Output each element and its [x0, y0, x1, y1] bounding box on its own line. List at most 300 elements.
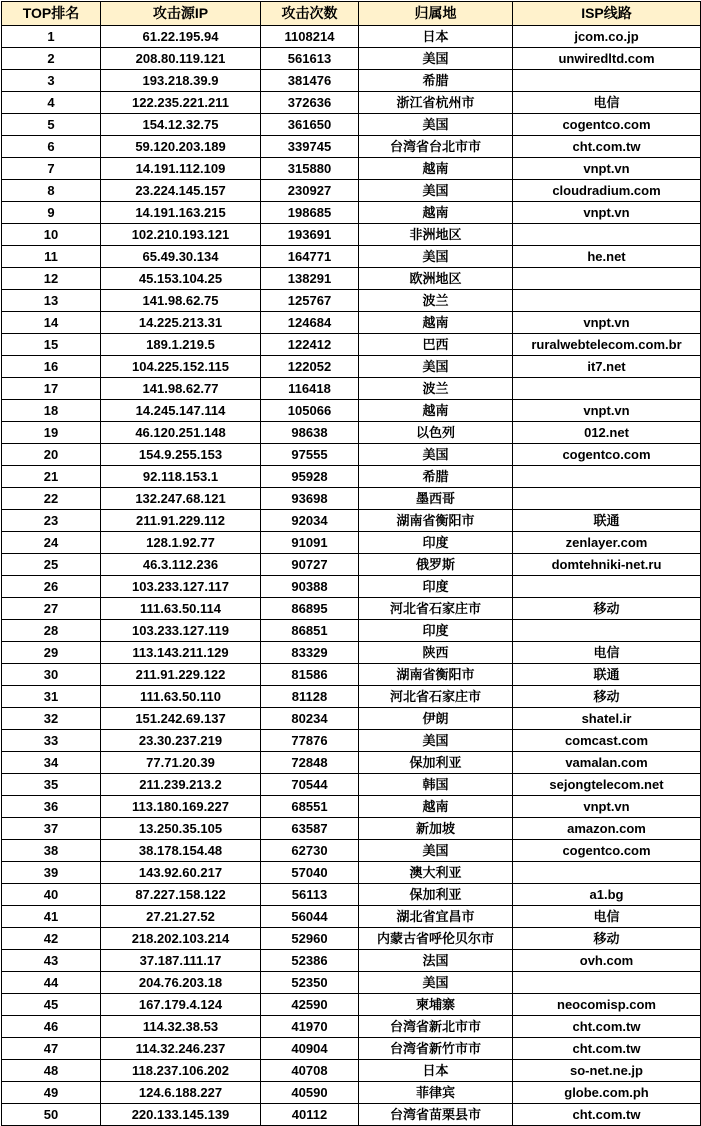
source-ip-cell: 87.227.158.122 — [101, 884, 261, 906]
isp-cell — [513, 290, 701, 312]
isp-cell — [513, 488, 701, 510]
location-cell: 美国 — [359, 730, 513, 752]
isp-cell: 联通 — [513, 664, 701, 686]
attack-count-cell: 124684 — [261, 312, 359, 334]
attack-count-cell: 42590 — [261, 994, 359, 1016]
attack-count-cell: 164771 — [261, 246, 359, 268]
attack-count-cell: 122052 — [261, 356, 359, 378]
table-body — [2, 26, 701, 1126]
rank-cell: 24 — [2, 532, 101, 554]
table-row — [2, 862, 701, 884]
rank-cell: 3 — [2, 70, 101, 92]
location-cell: 韩国 — [359, 774, 513, 796]
location-cell: 新加坡 — [359, 818, 513, 840]
attack-count-cell: 81586 — [261, 664, 359, 686]
location-cell: 河北省石家庄市 — [359, 686, 513, 708]
rank-cell: 35 — [2, 774, 101, 796]
isp-cell: a1.bg — [513, 884, 701, 906]
attack-count-cell: 93698 — [261, 488, 359, 510]
rank-cell: 10 — [2, 224, 101, 246]
table-header-row — [2, 2, 701, 26]
isp-cell — [513, 378, 701, 400]
attack-count-cell: 56044 — [261, 906, 359, 928]
source-ip-cell: 27.21.27.52 — [101, 906, 261, 928]
rank-cell: 33 — [2, 730, 101, 752]
source-ip-cell: 114.32.38.53 — [101, 1016, 261, 1038]
isp-cell: unwiredltd.com — [513, 48, 701, 70]
source-ip-cell: 14.225.213.31 — [101, 312, 261, 334]
table-row — [2, 510, 701, 532]
table-row — [2, 1038, 701, 1060]
isp-cell: amazon.com — [513, 818, 701, 840]
location-cell: 印度 — [359, 532, 513, 554]
table-row — [2, 972, 701, 994]
table-row — [2, 950, 701, 972]
rank-cell: 22 — [2, 488, 101, 510]
rank-cell: 1 — [2, 26, 101, 48]
rank-cell: 12 — [2, 268, 101, 290]
source-ip-cell: 45.153.104.25 — [101, 268, 261, 290]
source-ip-cell: 154.9.255.153 — [101, 444, 261, 466]
rank-cell: 27 — [2, 598, 101, 620]
isp-cell: comcast.com — [513, 730, 701, 752]
isp-cell — [513, 224, 701, 246]
location-cell: 日本 — [359, 26, 513, 48]
isp-cell: jcom.co.jp — [513, 26, 701, 48]
source-ip-cell: 14.191.112.109 — [101, 158, 261, 180]
source-ip-cell: 77.71.20.39 — [101, 752, 261, 774]
table-row — [2, 752, 701, 774]
rank-cell: 15 — [2, 334, 101, 356]
rank-cell: 38 — [2, 840, 101, 862]
attack-count-cell: 90727 — [261, 554, 359, 576]
table-row — [2, 224, 701, 246]
attack-count-cell: 40904 — [261, 1038, 359, 1060]
source-ip-cell: 128.1.92.77 — [101, 532, 261, 554]
location-cell: 保加利亚 — [359, 752, 513, 774]
isp-cell: vnpt.vn — [513, 312, 701, 334]
source-ip-cell: 111.63.50.114 — [101, 598, 261, 620]
header-attack-count: 攻击次数 — [261, 2, 359, 26]
location-cell: 越南 — [359, 796, 513, 818]
table-row — [2, 730, 701, 752]
source-ip-cell: 103.233.127.119 — [101, 620, 261, 642]
location-cell: 台湾省新竹市市 — [359, 1038, 513, 1060]
isp-cell: cloudradium.com — [513, 180, 701, 202]
isp-cell — [513, 620, 701, 642]
attack-count-cell: 52350 — [261, 972, 359, 994]
table-row — [2, 840, 701, 862]
rank-cell: 20 — [2, 444, 101, 466]
attack-count-cell: 72848 — [261, 752, 359, 774]
table-row — [2, 202, 701, 224]
location-cell: 湖南省衡阳市 — [359, 664, 513, 686]
attack-count-cell: 372636 — [261, 92, 359, 114]
attack-count-cell: 77876 — [261, 730, 359, 752]
source-ip-cell: 65.49.30.134 — [101, 246, 261, 268]
location-cell: 波兰 — [359, 378, 513, 400]
table-row — [2, 268, 701, 290]
source-ip-cell: 46.3.112.236 — [101, 554, 261, 576]
source-ip-cell: 151.242.69.137 — [101, 708, 261, 730]
table-row — [2, 26, 701, 48]
location-cell: 印度 — [359, 620, 513, 642]
table-row — [2, 378, 701, 400]
attack-count-cell: 52386 — [261, 950, 359, 972]
source-ip-cell: 13.250.35.105 — [101, 818, 261, 840]
source-ip-cell: 59.120.203.189 — [101, 136, 261, 158]
table-row — [2, 686, 701, 708]
source-ip-cell: 113.143.211.129 — [101, 642, 261, 664]
source-ip-cell: 103.233.127.117 — [101, 576, 261, 598]
isp-cell: ovh.com — [513, 950, 701, 972]
isp-cell: 联通 — [513, 510, 701, 532]
source-ip-cell: 61.22.195.94 — [101, 26, 261, 48]
isp-cell — [513, 70, 701, 92]
header-isp: ISP线路 — [513, 2, 701, 26]
isp-cell: cogentco.com — [513, 444, 701, 466]
location-cell: 希腊 — [359, 466, 513, 488]
source-ip-cell: 122.235.221.211 — [101, 92, 261, 114]
rank-cell: 7 — [2, 158, 101, 180]
source-ip-cell: 211.239.213.2 — [101, 774, 261, 796]
isp-cell: 电信 — [513, 92, 701, 114]
rank-cell: 28 — [2, 620, 101, 642]
isp-cell: sejongtelecom.net — [513, 774, 701, 796]
location-cell: 希腊 — [359, 70, 513, 92]
location-cell: 台湾省新北市市 — [359, 1016, 513, 1038]
table-row — [2, 136, 701, 158]
source-ip-cell: 211.91.229.122 — [101, 664, 261, 686]
table-row — [2, 180, 701, 202]
location-cell: 越南 — [359, 202, 513, 224]
rank-cell: 2 — [2, 48, 101, 70]
rank-cell: 23 — [2, 510, 101, 532]
attack-count-cell: 70544 — [261, 774, 359, 796]
table-row — [2, 488, 701, 510]
rank-cell: 11 — [2, 246, 101, 268]
isp-cell: cht.com.tw — [513, 1016, 701, 1038]
rank-cell: 39 — [2, 862, 101, 884]
attack-count-cell: 138291 — [261, 268, 359, 290]
rank-cell: 21 — [2, 466, 101, 488]
source-ip-cell: 218.202.103.214 — [101, 928, 261, 950]
location-cell: 俄罗斯 — [359, 554, 513, 576]
location-cell: 墨西哥 — [359, 488, 513, 510]
attack-count-cell: 68551 — [261, 796, 359, 818]
table-row — [2, 1016, 701, 1038]
table-row — [2, 158, 701, 180]
attack-count-cell: 90388 — [261, 576, 359, 598]
attack-count-cell: 52960 — [261, 928, 359, 950]
isp-cell: vnpt.vn — [513, 400, 701, 422]
rank-cell: 25 — [2, 554, 101, 576]
source-ip-cell: 167.179.4.124 — [101, 994, 261, 1016]
isp-cell: he.net — [513, 246, 701, 268]
isp-cell: vnpt.vn — [513, 796, 701, 818]
attack-count-cell: 97555 — [261, 444, 359, 466]
rank-cell: 31 — [2, 686, 101, 708]
location-cell: 法国 — [359, 950, 513, 972]
rank-cell: 48 — [2, 1060, 101, 1082]
table-row — [2, 422, 701, 444]
attack-count-cell: 62730 — [261, 840, 359, 862]
location-cell: 越南 — [359, 400, 513, 422]
source-ip-cell: 104.225.152.115 — [101, 356, 261, 378]
location-cell: 保加利亚 — [359, 884, 513, 906]
table-row — [2, 598, 701, 620]
table-row — [2, 48, 701, 70]
rank-cell: 41 — [2, 906, 101, 928]
attack-count-cell: 40590 — [261, 1082, 359, 1104]
rank-cell: 44 — [2, 972, 101, 994]
isp-cell: cht.com.tw — [513, 1038, 701, 1060]
rank-cell: 43 — [2, 950, 101, 972]
rank-cell: 5 — [2, 114, 101, 136]
location-cell: 印度 — [359, 576, 513, 598]
source-ip-cell: 114.32.246.237 — [101, 1038, 261, 1060]
location-cell: 非洲地区 — [359, 224, 513, 246]
rank-cell: 45 — [2, 994, 101, 1016]
isp-cell: zenlayer.com — [513, 532, 701, 554]
rank-cell: 37 — [2, 818, 101, 840]
location-cell: 伊朗 — [359, 708, 513, 730]
location-cell: 河北省石家庄市 — [359, 598, 513, 620]
attack-count-cell: 98638 — [261, 422, 359, 444]
attack-count-cell: 105066 — [261, 400, 359, 422]
isp-cell: it7.net — [513, 356, 701, 378]
table-row — [2, 928, 701, 950]
table-row — [2, 664, 701, 686]
attack-count-cell: 56113 — [261, 884, 359, 906]
location-cell: 浙江省杭州市 — [359, 92, 513, 114]
attack-count-cell: 86851 — [261, 620, 359, 642]
isp-cell: 移动 — [513, 686, 701, 708]
isp-cell: shatel.ir — [513, 708, 701, 730]
rank-cell: 36 — [2, 796, 101, 818]
table-row — [2, 708, 701, 730]
source-ip-cell: 46.120.251.148 — [101, 422, 261, 444]
attack-count-cell: 91091 — [261, 532, 359, 554]
attack-count-cell: 40708 — [261, 1060, 359, 1082]
attack-count-cell: 381476 — [261, 70, 359, 92]
isp-cell: so-net.ne.jp — [513, 1060, 701, 1082]
isp-cell: 移动 — [513, 928, 701, 950]
isp-cell — [513, 862, 701, 884]
rank-cell: 32 — [2, 708, 101, 730]
location-cell: 陕西 — [359, 642, 513, 664]
table-row — [2, 290, 701, 312]
isp-cell — [513, 268, 701, 290]
location-cell: 美国 — [359, 972, 513, 994]
isp-cell — [513, 466, 701, 488]
attack-count-cell: 86895 — [261, 598, 359, 620]
rank-cell: 16 — [2, 356, 101, 378]
rank-cell: 17 — [2, 378, 101, 400]
attack-count-cell: 41970 — [261, 1016, 359, 1038]
rank-cell: 8 — [2, 180, 101, 202]
source-ip-cell: 102.210.193.121 — [101, 224, 261, 246]
source-ip-cell: 37.187.111.17 — [101, 950, 261, 972]
rank-cell: 50 — [2, 1104, 101, 1126]
attack-count-cell: 339745 — [261, 136, 359, 158]
isp-cell: cht.com.tw — [513, 136, 701, 158]
attack-count-cell: 80234 — [261, 708, 359, 730]
source-ip-cell: 193.218.39.9 — [101, 70, 261, 92]
isp-cell: 012.net — [513, 422, 701, 444]
rank-cell: 29 — [2, 642, 101, 664]
location-cell: 日本 — [359, 1060, 513, 1082]
attack-count-cell: 40112 — [261, 1104, 359, 1126]
isp-cell: vamalan.com — [513, 752, 701, 774]
table-row — [2, 444, 701, 466]
rank-cell: 18 — [2, 400, 101, 422]
isp-cell: 移动 — [513, 598, 701, 620]
attack-count-cell: 561613 — [261, 48, 359, 70]
rank-cell: 40 — [2, 884, 101, 906]
location-cell: 菲律宾 — [359, 1082, 513, 1104]
source-ip-cell: 38.178.154.48 — [101, 840, 261, 862]
source-ip-cell: 132.247.68.121 — [101, 488, 261, 510]
source-ip-cell: 124.6.188.227 — [101, 1082, 261, 1104]
location-cell: 巴西 — [359, 334, 513, 356]
isp-cell: neocomisp.com — [513, 994, 701, 1016]
location-cell: 美国 — [359, 840, 513, 862]
location-cell: 波兰 — [359, 290, 513, 312]
source-ip-cell: 189.1.219.5 — [101, 334, 261, 356]
table-row — [2, 1104, 701, 1126]
table-row — [2, 532, 701, 554]
rank-cell: 14 — [2, 312, 101, 334]
location-cell: 以色列 — [359, 422, 513, 444]
table-row — [2, 92, 701, 114]
location-cell: 澳大利亚 — [359, 862, 513, 884]
table-row — [2, 554, 701, 576]
source-ip-cell: 141.98.62.75 — [101, 290, 261, 312]
rank-cell: 49 — [2, 1082, 101, 1104]
source-ip-cell: 220.133.145.139 — [101, 1104, 261, 1126]
location-cell: 柬埔寨 — [359, 994, 513, 1016]
rank-cell: 47 — [2, 1038, 101, 1060]
isp-cell: 电信 — [513, 642, 701, 664]
source-ip-cell: 113.180.169.227 — [101, 796, 261, 818]
location-cell: 越南 — [359, 158, 513, 180]
rank-cell: 26 — [2, 576, 101, 598]
source-ip-cell: 208.80.119.121 — [101, 48, 261, 70]
source-ip-cell: 14.191.163.215 — [101, 202, 261, 224]
location-cell: 美国 — [359, 356, 513, 378]
attack-source-table — [1, 1, 701, 1126]
isp-cell: cogentco.com — [513, 114, 701, 136]
isp-cell: vnpt.vn — [513, 202, 701, 224]
attack-count-cell: 230927 — [261, 180, 359, 202]
attack-count-cell: 361650 — [261, 114, 359, 136]
table-row — [2, 312, 701, 334]
source-ip-cell: 14.245.147.114 — [101, 400, 261, 422]
source-ip-cell: 154.12.32.75 — [101, 114, 261, 136]
location-cell: 越南 — [359, 312, 513, 334]
source-ip-cell: 92.118.153.1 — [101, 466, 261, 488]
table-row — [2, 576, 701, 598]
table-row — [2, 818, 701, 840]
rank-cell: 30 — [2, 664, 101, 686]
source-ip-cell: 23.30.237.219 — [101, 730, 261, 752]
table-row — [2, 1060, 701, 1082]
location-cell: 湖南省衡阳市 — [359, 510, 513, 532]
table-row — [2, 796, 701, 818]
rank-cell: 9 — [2, 202, 101, 224]
table-row — [2, 994, 701, 1016]
source-ip-cell: 111.63.50.110 — [101, 686, 261, 708]
attack-count-cell: 125767 — [261, 290, 359, 312]
table-row — [2, 1082, 701, 1104]
rank-cell: 34 — [2, 752, 101, 774]
source-ip-cell: 118.237.106.202 — [101, 1060, 261, 1082]
table-row — [2, 884, 701, 906]
table-row — [2, 334, 701, 356]
isp-cell — [513, 972, 701, 994]
rank-cell: 6 — [2, 136, 101, 158]
isp-cell: ruralwebtelecom.com.br — [513, 334, 701, 356]
table-row — [2, 70, 701, 92]
source-ip-cell: 204.76.203.18 — [101, 972, 261, 994]
isp-cell: domtehniki-net.ru — [513, 554, 701, 576]
isp-cell: globe.com.ph — [513, 1082, 701, 1104]
attack-count-cell: 116418 — [261, 378, 359, 400]
location-cell: 欧洲地区 — [359, 268, 513, 290]
location-cell: 内蒙古省呼伦贝尔市 — [359, 928, 513, 950]
attack-count-cell: 63587 — [261, 818, 359, 840]
location-cell: 台湾省苗栗县市 — [359, 1104, 513, 1126]
isp-cell: cogentco.com — [513, 840, 701, 862]
table-row — [2, 114, 701, 136]
attack-count-cell: 193691 — [261, 224, 359, 246]
attack-count-cell: 315880 — [261, 158, 359, 180]
table-row — [2, 774, 701, 796]
rank-cell: 13 — [2, 290, 101, 312]
table-row — [2, 620, 701, 642]
source-ip-cell: 141.98.62.77 — [101, 378, 261, 400]
attack-count-cell: 122412 — [261, 334, 359, 356]
header-source-ip: 攻击源IP — [101, 2, 261, 26]
location-cell: 美国 — [359, 246, 513, 268]
location-cell: 湖北省宜昌市 — [359, 906, 513, 928]
location-cell: 美国 — [359, 114, 513, 136]
rank-cell: 42 — [2, 928, 101, 950]
isp-cell: vnpt.vn — [513, 158, 701, 180]
attack-count-cell: 95928 — [261, 466, 359, 488]
location-cell: 美国 — [359, 444, 513, 466]
isp-cell — [513, 576, 701, 598]
attack-count-cell: 92034 — [261, 510, 359, 532]
location-cell: 美国 — [359, 180, 513, 202]
rank-cell: 19 — [2, 422, 101, 444]
location-cell: 台湾省台北市市 — [359, 136, 513, 158]
attack-count-cell: 83329 — [261, 642, 359, 664]
rank-cell: 4 — [2, 92, 101, 114]
attack-count-cell: 1108214 — [261, 26, 359, 48]
rank-cell: 46 — [2, 1016, 101, 1038]
table-row — [2, 642, 701, 664]
header-location: 归属地 — [359, 2, 513, 26]
source-ip-cell: 211.91.229.112 — [101, 510, 261, 532]
isp-cell: cht.com.tw — [513, 1104, 701, 1126]
table-row — [2, 246, 701, 268]
source-ip-cell: 143.92.60.217 — [101, 862, 261, 884]
isp-cell: 电信 — [513, 906, 701, 928]
location-cell: 美国 — [359, 48, 513, 70]
attack-count-cell: 198685 — [261, 202, 359, 224]
